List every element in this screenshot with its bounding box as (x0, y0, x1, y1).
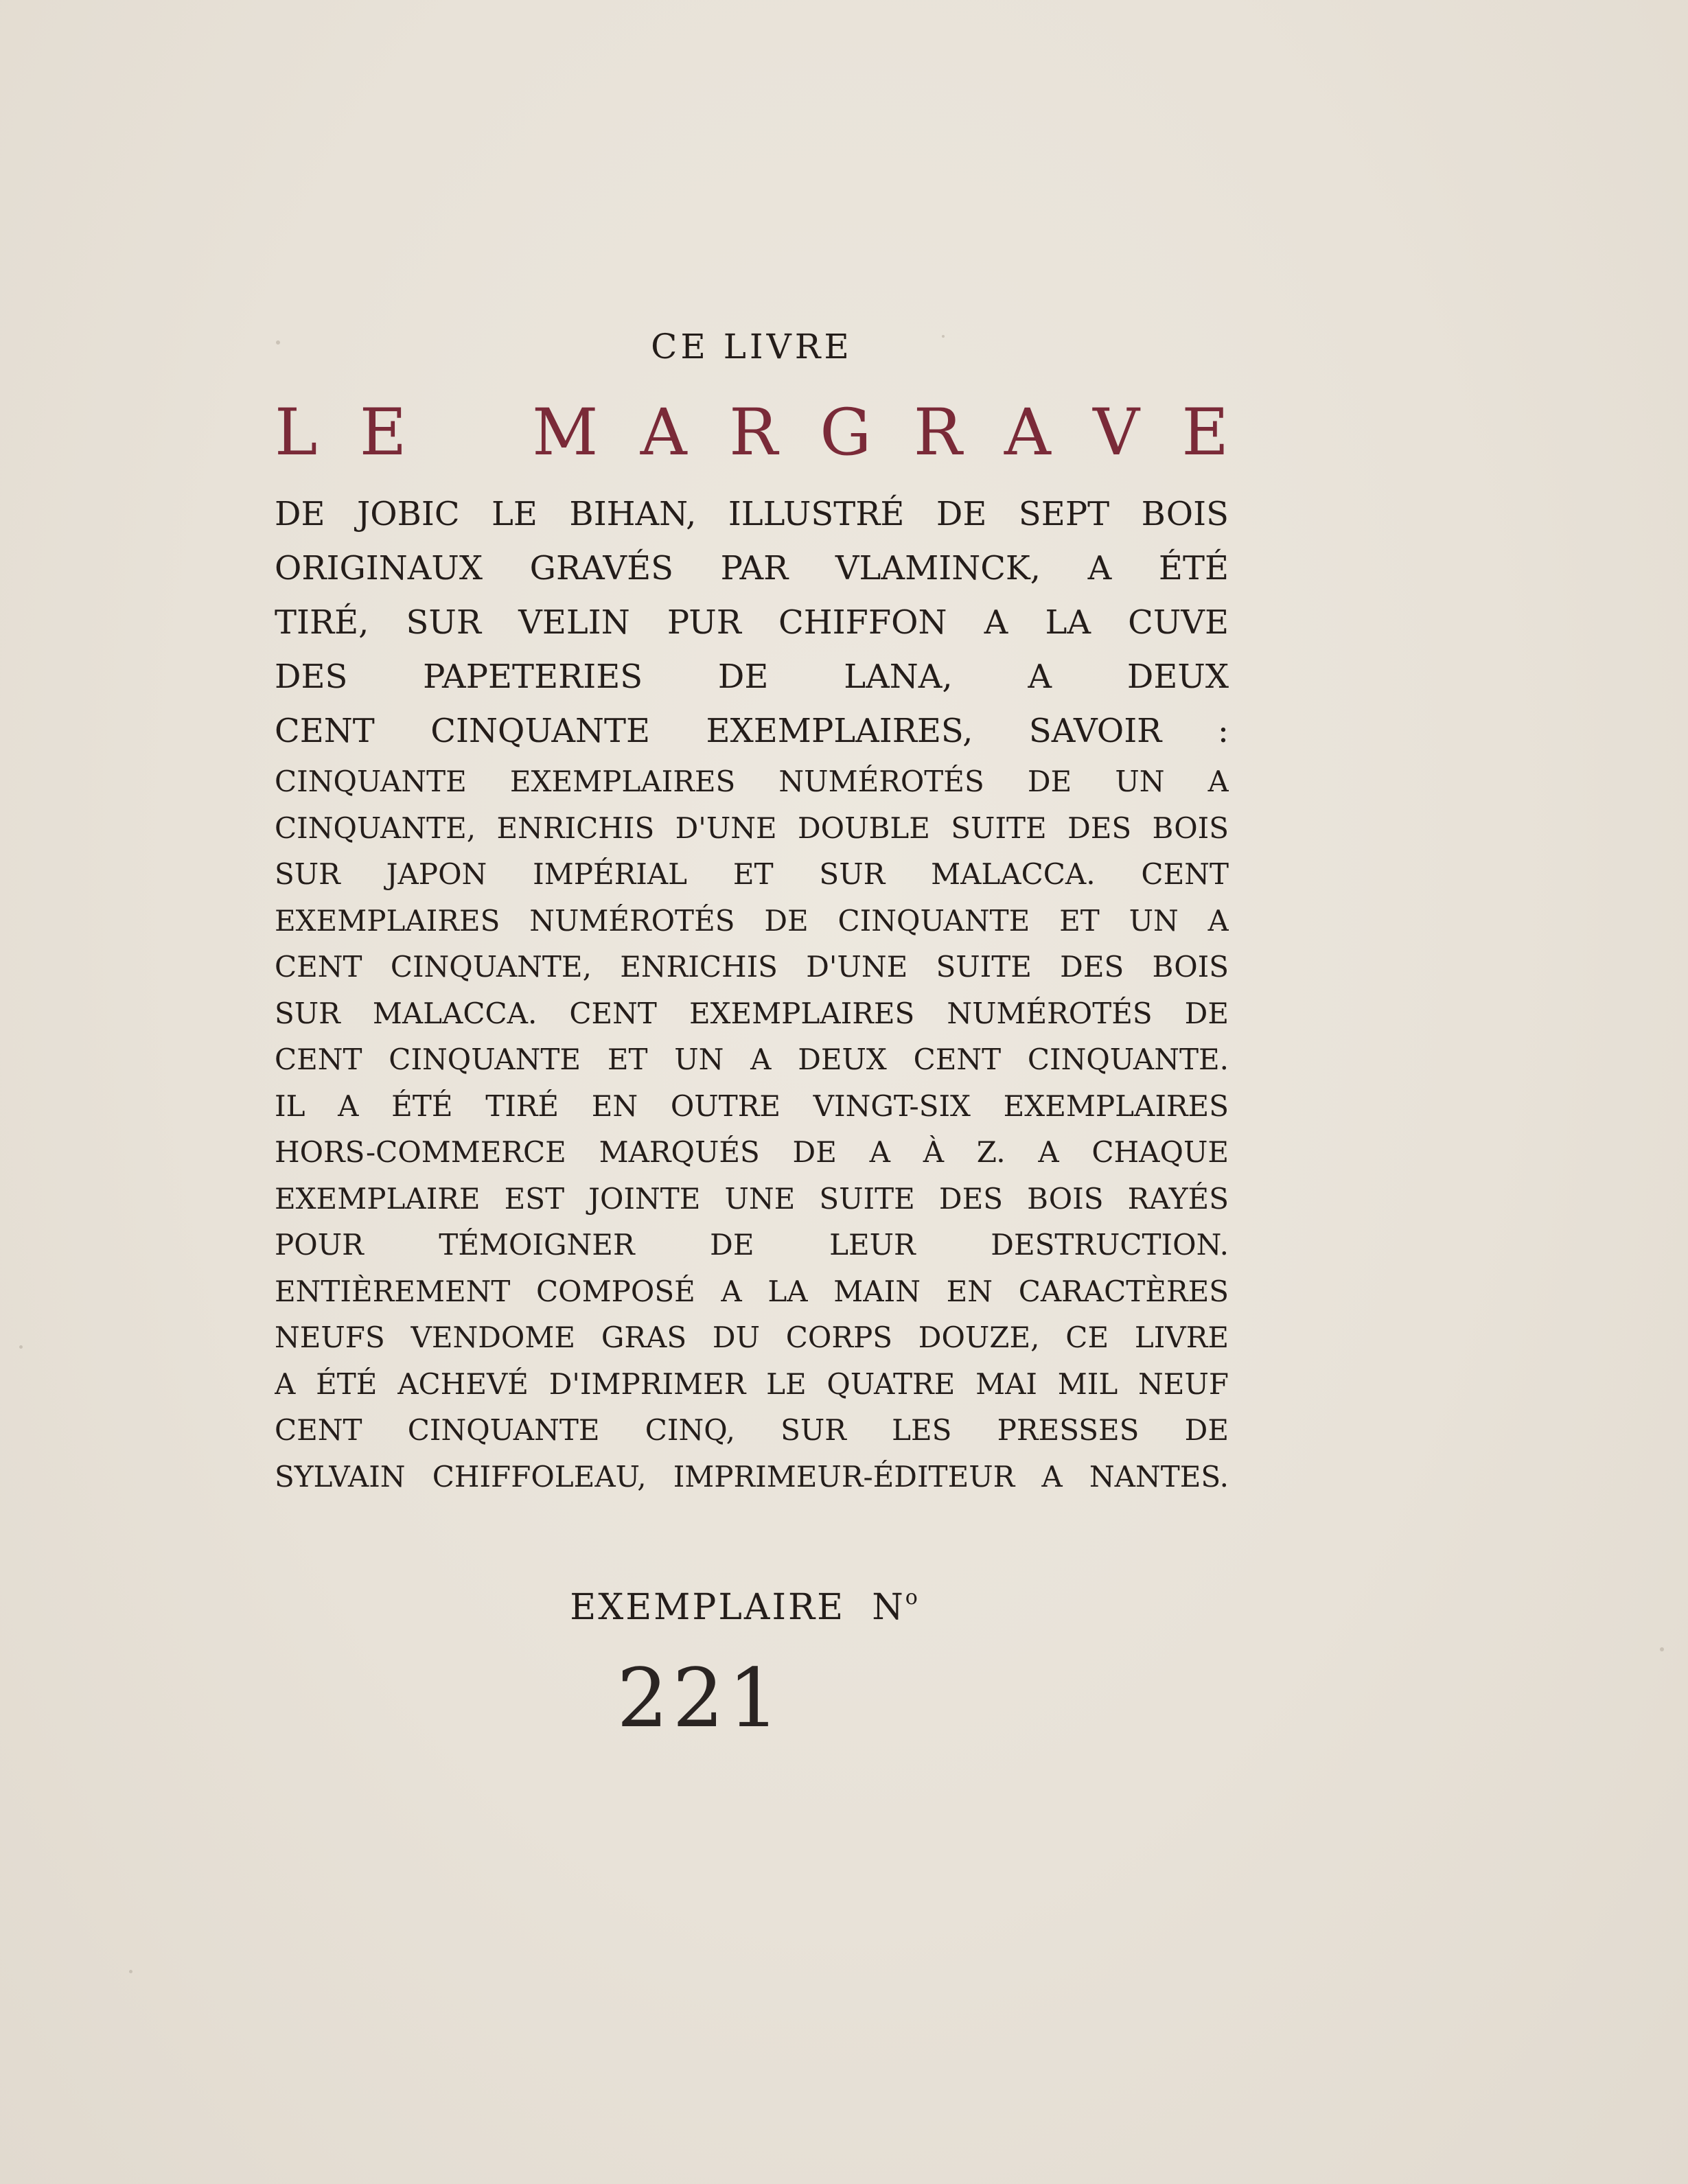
exemplaire-label: EXEMPLAIRE (570, 1587, 846, 1628)
title-letter: L (275, 395, 318, 470)
exemplaire-label-line (0, 1585, 1490, 1628)
colophon-line: DES PAPETERIES DE LANA, A DEUX (275, 658, 1229, 696)
colophon-line: CINQUANTE, ENRICHIS D'UNE DOUBLE SUITE DES BOIS (275, 811, 1229, 845)
book-title (275, 384, 1229, 480)
colophon-line: CENT CINQUANTE ET UN A DEUX CENT CINQUANTE. (275, 1043, 1229, 1076)
colophon-line: IL A ÉTÉ TIRÉ EN OUTRE VINGT-SIX EXEMPLAIRES (275, 1089, 1229, 1123)
paper-speck (1660, 1647, 1664, 1651)
exemplaire-number-sign: N (872, 1587, 905, 1628)
colophon-line: EXEMPLAIRES NUMÉROTÉS DE CINQUANTE ET UN A (275, 903, 1229, 938)
colophon-line: SYLVAIN CHIFFOLEAU, IMPRIMEUR-ÉDITEUR A NANTES. (275, 1459, 1229, 1494)
header-ce-livre: CE LIVRE (651, 327, 853, 367)
colophon-line: ORIGINAUX GRAVÉS PAR VLAMINCK, A ÉTÉ (275, 549, 1229, 588)
title-letter: E (1181, 395, 1229, 470)
colophon-line: SUR MALACCA. CENT EXEMPLAIRES NUMÉROTÉS DE (275, 996, 1229, 1030)
paper-speck (19, 1345, 23, 1349)
title-letter: A (1004, 395, 1051, 470)
colophon-line: ENTIÈREMENT COMPOSÉ A LA MAIN EN CARACTÈRES (275, 1274, 1229, 1308)
title-letter: R (913, 395, 962, 470)
title-letter: G (820, 395, 872, 470)
title-letter: V (1093, 395, 1140, 470)
colophon-line: HORS-COMMERCE MARQUÉS DE A À Z. A CHAQUE (275, 1135, 1229, 1169)
title-letter: M (532, 395, 599, 470)
title-letter: R (729, 395, 778, 470)
colophon-line: EXEMPLAIRE EST JOINTE UNE SUITE DES BOIS RAYÉS (275, 1181, 1229, 1216)
colophon-line: CENT CINQUANTE EXEMPLAIRES, SAVOIR : (275, 712, 1229, 750)
title-letter: A (640, 395, 687, 470)
exemplaire-number: 221 (616, 1651, 784, 1745)
colophon-line: DE JOBIC LE BIHAN, ILLUSTRÉ DE SEPT BOIS (275, 495, 1229, 533)
colophon-line: TIRÉ, SUR VELIN PUR CHIFFON A LA CUVE (275, 603, 1229, 642)
title-letter: E (359, 395, 407, 470)
colophon-line: CENT CINQUANTE CINQ, SUR LES PRESSES DE (275, 1413, 1229, 1447)
colophon-line: A ÉTÉ ACHEVÉ D'IMPRIMER LE QUATRE MAI MIL NEUF (275, 1367, 1229, 1401)
colophon-text (275, 487, 1229, 1500)
exemplaire-number-sign-sup: o (905, 1585, 920, 1610)
colophon-line: CINQUANTE EXEMPLAIRES NUMÉROTÉS DE UN A (275, 765, 1229, 798)
colophon-line: NEUFS VENDOME GRAS DU CORPS DOUZE, CE LIVRE (275, 1321, 1229, 1354)
colophon-line: SUR JAPON IMPÉRIAL ET SUR MALACCA. CENT (275, 857, 1229, 891)
colophon-line: CENT CINQUANTE, ENRICHIS D'UNE SUITE DES BOIS (275, 950, 1229, 984)
paper-speck (129, 1970, 132, 1973)
colophon-line: POUR TÉMOIGNER DE LEUR DESTRUCTION. (275, 1228, 1229, 1262)
colophon (275, 302, 1229, 1500)
